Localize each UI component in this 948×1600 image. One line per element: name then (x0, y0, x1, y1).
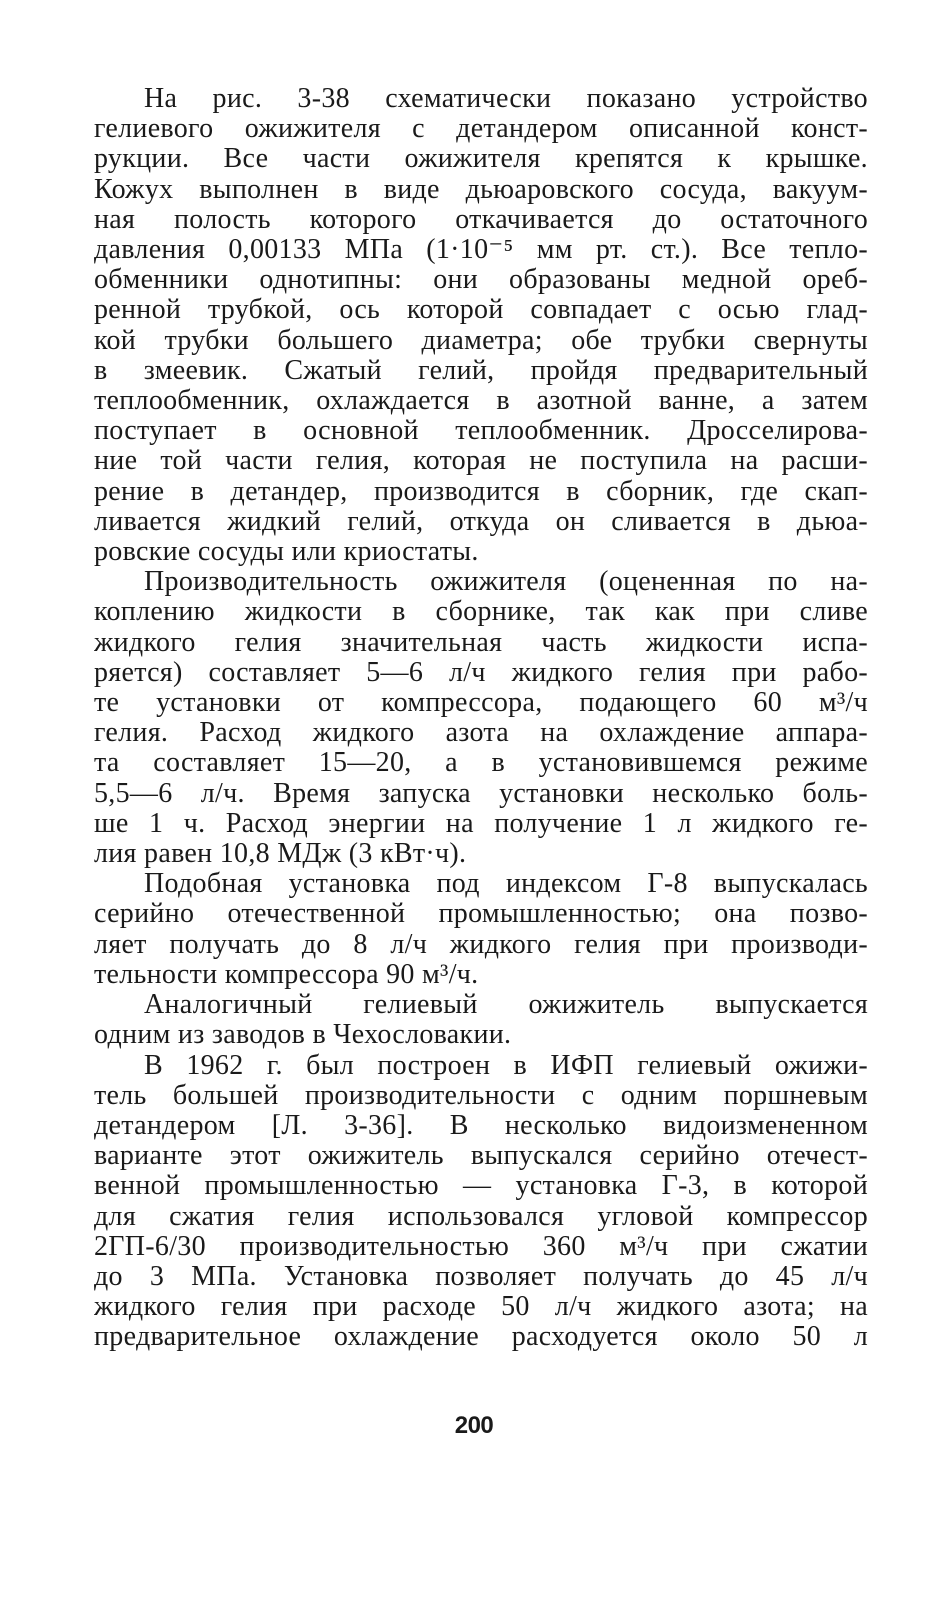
text-line: одним из заводов в Чехословакии. (94, 1020, 512, 1051)
paragraph-5 (94, 1051, 868, 1353)
text-line: те установки от компрессора, подающего 60 м³/ч (94, 688, 868, 719)
text-line: кой трубки большего диаметра; обе трубки свернуты (94, 325, 868, 356)
paragraph-4 (94, 990, 868, 1050)
text-line: жидкого гелия значительная часть жидкости испа- (94, 627, 868, 658)
text-line: Подобная установка под индексом Г-8 выпускалась (144, 869, 868, 900)
text-line: теплообменник, охлаждается в азотной ванне, а затем (94, 386, 868, 417)
text-line: ряется) составляет 5—6 л/ч жидкого гелия при рабо- (94, 657, 868, 688)
text-line: для сжатия гелия использовался угловой компрессор (94, 1201, 868, 1232)
paragraph-1 (94, 84, 868, 567)
text-line: детандером [Л. 3-36]. В несколько видоизмененном (94, 1110, 868, 1141)
text-line: ляет получать до 8 л/ч жидкого гелия при производи- (94, 929, 868, 960)
page-body (94, 84, 868, 1353)
text-line: до 3 МПа. Установка позволяет получать до 45 л/ч (94, 1261, 868, 1292)
text-line: предварительное охлаждение расходуется около 50 л (94, 1322, 868, 1353)
text-line: серийно отечественной промышленностью; она позво- (94, 899, 868, 930)
text-line: Производительность ожижителя (оцененная по на- (144, 567, 868, 598)
text-line: в змеевик. Сжатый гелий, пройдя предварительный (94, 355, 868, 386)
text-line: тель большей производительности с одним поршневым (94, 1080, 868, 1111)
text-line: гелиевого ожижителя с детандером описанной конст- (94, 114, 868, 145)
page-number: 200 (454, 1412, 494, 1439)
text-line: обменники однотипны: они образованы медной ореб- (94, 265, 868, 296)
text-line: ренной трубкой, ось которой совпадает с осью глад- (94, 295, 868, 326)
text-line: варианте этот ожижитель выпускался серийно отечест- (94, 1141, 868, 1172)
paragraph-2 (94, 567, 868, 869)
text-line: ше 1 ч. Расход энергии на получение 1 л жидкого ге- (94, 808, 868, 839)
text-line: тельности компрессора 90 м³/ч. (94, 959, 479, 990)
text-line: поступает в основной теплообменник. Дросселирова- (94, 416, 868, 447)
text-line: ливается жидкий гелий, откуда он сливается в дьюа- (94, 506, 868, 537)
text-line: В 1962 г. был построен в ИФП гелиевый ожижи- (144, 1050, 868, 1081)
text-line: коплению жидкости в сборнике, так как при сливе (94, 597, 868, 628)
text-line: 5,5—6 л/ч. Время запуска установки несколько боль- (94, 778, 868, 809)
text-line: рение в детандер, производится в сборник, где скап- (94, 476, 868, 507)
text-line: Аналогичный гелиевый ожижитель выпускается (144, 990, 868, 1021)
text-line: рукции. Все части ожижителя крепятся к крышке. (94, 144, 868, 175)
paragraph-3 (94, 869, 868, 990)
text-line: давления 0,00133 МПа (1·10⁻⁵ мм рт. ст.). Все тепло- (94, 235, 868, 266)
text-line: лия равен 10,8 МДж (3 кВт·ч). (94, 839, 467, 870)
text-line: ровские сосуды или криостаты. (94, 537, 479, 568)
text-line: Кожух выполнен в виде дьюаровского сосуда, вакуум- (94, 174, 868, 205)
text-line: ние той части гелия, которая не поступила на расши- (94, 446, 868, 477)
text-line: жидкого гелия при расходе 50 л/ч жидкого азота; на (94, 1292, 868, 1323)
text-line: 2ГП-6/30 производительностью 360 м³/ч при сжатии (94, 1231, 868, 1262)
text-line: ная полость которого откачивается до остаточного (94, 204, 868, 235)
text-line: гелия. Расход жидкого азота на охлаждение аппара- (94, 718, 868, 749)
text-line: венной промышленностью — установка Г-3, в которой (94, 1171, 868, 1202)
text-line: та составляет 15—20, а в установившемся режиме (94, 748, 868, 779)
text-line: На рис. 3-38 схематически показано устройство (144, 84, 868, 114)
